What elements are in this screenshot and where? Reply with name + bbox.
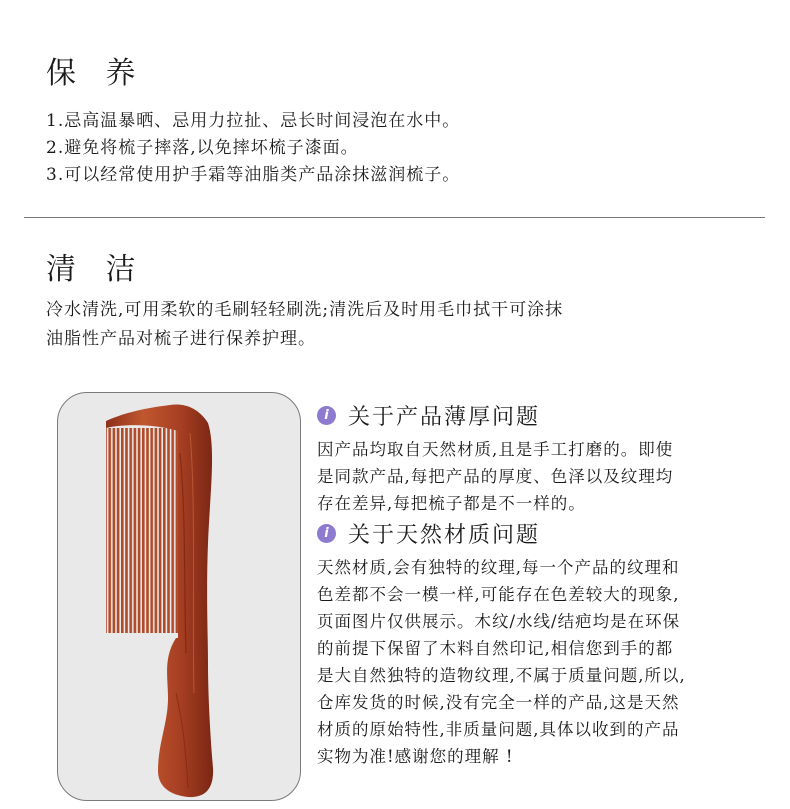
clean-line-2: 油脂性产品对梳子进行保养护理。 [46,329,316,349]
clean-heading: 清 洁 [46,252,146,287]
natural-line-8: 实物为准!感谢您的理解 ! [317,747,514,766]
natural-line-3: 页面图片仅供展示。木纹/水线/结疤均是在环保 [317,612,681,631]
care-item-2: 2.避免将梳子摔落,以免摔坏梳子漆面。 [46,138,359,158]
clean-line-1: 冷水清洗,可用柔软的毛刷轻轻刷洗;清洗后及时用毛巾拭干可涂抹 [46,300,564,320]
thickness-line-3: 存在差异,每把梳子都是不一样的。 [317,494,586,513]
natural-line-1: 天然材质,会有独特的纹理,每一个产品的纹理和 [317,558,680,577]
thickness-title: 关于产品薄厚问题 [348,405,541,430]
section-divider [24,217,765,218]
thickness-line-2: 是同款产品,每把产品的厚度、色泽以及纹理均 [317,467,674,486]
natural-line-6: 仓库发货的时候,没有完全一样的产品,这是天然 [317,693,680,712]
thickness-title-row [317,400,540,431]
natural-line-7: 材质的原始特性,非质量问题,具体以收到的产品 [317,720,680,739]
natural-line-4: 的前提下保留了木料自然印记,相信您到手的都 [317,639,674,658]
care-heading: 保 养 [46,56,146,91]
care-item-3: 3.可以经常使用护手霜等油脂类产品涂抹滋润梳子。 [46,165,461,185]
natural-title: 关于天然材质问题 [348,523,541,548]
thickness-line-1: 因产品均取自天然材质,且是手工打磨的。即使 [317,440,674,459]
natural-line-2: 色差都不会一模一样,可能存在色差较大的现象, [317,585,680,604]
care-item-1: 1.忌高温暴晒、忌用力拉扯、忌长时间浸泡在水中。 [46,111,461,131]
natural-line-5: 是大自然独特的造物纹理,不属于质量问题,所以, [317,666,686,685]
info-icon: i [317,406,336,425]
natural-title-row [317,518,540,549]
info-icon: i [317,524,336,543]
wooden-comb-image [58,393,301,801]
product-image-card [57,392,301,801]
